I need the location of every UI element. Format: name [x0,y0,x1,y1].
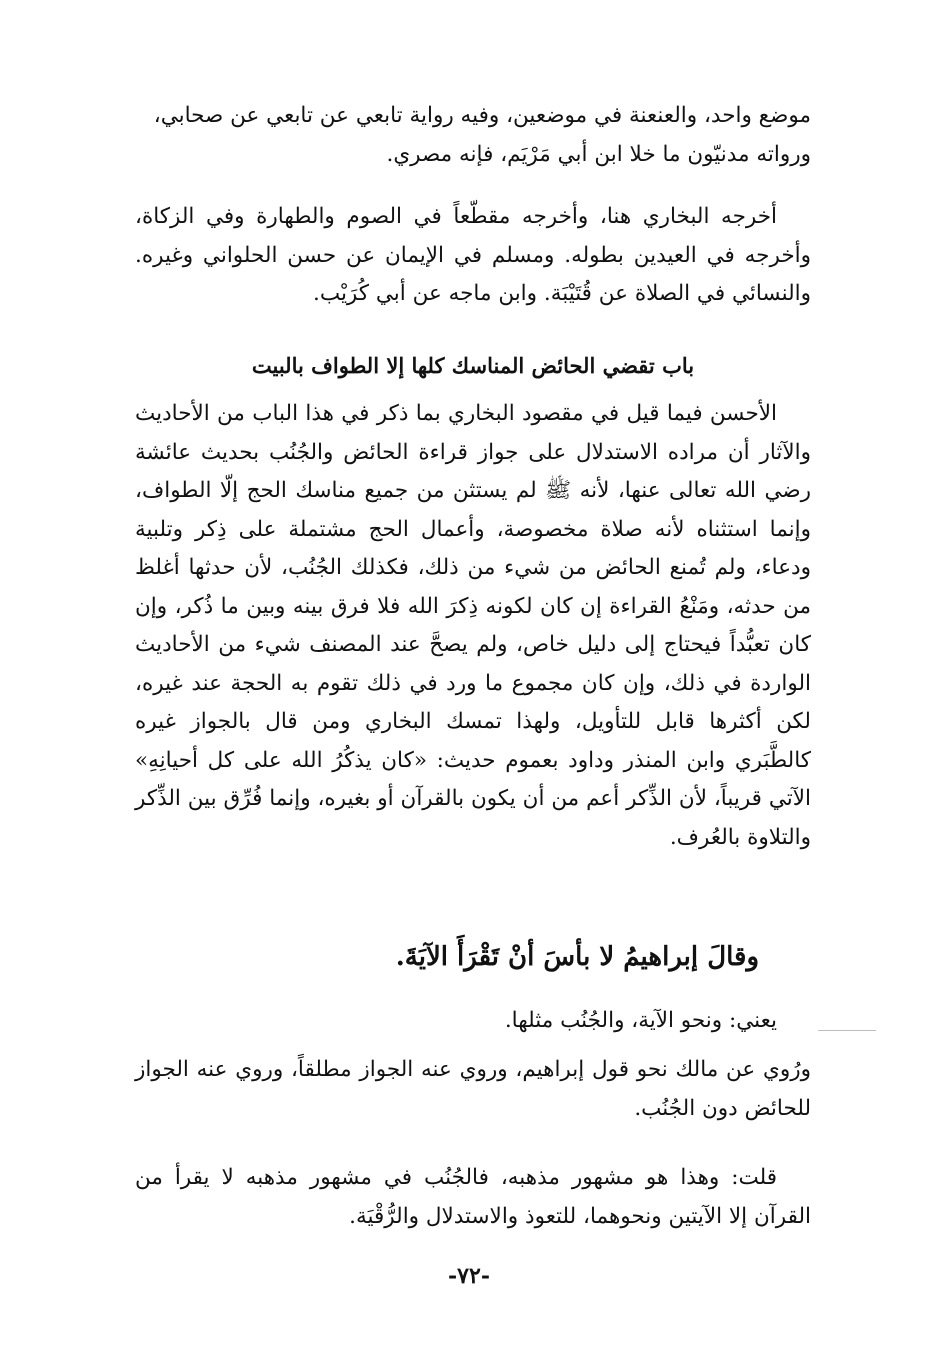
margin-mark [818,1030,876,1031]
paragraph-explanation [135,1002,811,1041]
paragraph-takhrij [135,198,811,314]
paragraph-commentary [135,395,811,857]
paragraph-text: يعني: ونحو الآية، والجُنُب مثلها. [504,1008,777,1033]
quoted-statement-heading: وقالَ إبراهيمُ لا بأسَ أنْ تَقْرَأَ الآيَةَ. [395,942,759,972]
chapter-heading: باب تقضي الحائض المناسك كلها إلا الطواف بالبيت [251,353,695,378]
paragraph-malik [135,1051,811,1128]
paragraph-text: ورُوي عن مالك نحو قول إبراهيم، وروي عنه الجواز مطلقاً، وروي عنه الجواز للحائض دون الجُنُب. [135,1057,811,1121]
paragraph-author-note [135,1159,811,1236]
page-number: -٧٢- [448,1263,490,1289]
paragraph-text: قلت: وهذا هو مشهور مذهبه، فالجُنُب في مشهور مذهبه لا يقرأ من القرآن إلا الآيتين ونحوهما، للتعوذ والاستدلال والرُّقْيَة. [135,1165,811,1229]
paragraph-text: الأحسن فيما قيل في مقصود البخاري بما ذكر في هذا الباب من الأحاديث والآثار أن مراده الاستدلال على جواز قراءة الحائض والجُنُب بحديث عائشة رضي الله تعالى عنها، لأنه ﷺ لم يستثن من جميع مناسك الحج إلّا الطواف، وإنما استثناه لأنه صلاة مخصوصة، وأعمال الحج مشتملة على ذِكر وتلبية ودعاء، ولم تُمنع الحائض من شيء من ذلك، فكذلك الجُنُب، لأن حدثها أغلظ من حدثه، ومَنْعُ القراءة إن كان لكونه ذِكرَ الله فلا فرق بينه وبين ما ذُكر، وإن كان تعبُّداً فيحتاج إلى دليل خاص، ولم يصحَّ عند المصنف شيء من الأحاديث الواردة في ذلك، وإن كان مجموع ما ورد في ذلك تقوم به الحجة عند غيره، لكن أكثرها قابل للتأويل، ولهذا تمسك البخاري ومن قال بالجواز غيره كالطَّبَري وابن المنذر وداود بعموم حديث: «كان يذكُرُ الله على كل أحيانِهِ» الآتي قريباً، لأن الذِّكر أعم من أن يكون بالقرآن أو بغيره، وإنما فُرِّق بين الذِّكر والتلاوة بالعُرف. [135,401,811,850]
paragraph-text: أخرجه البخاري هنا، وأخرجه مقطّعاً في الصوم والطهارة وفي الزكاة، وأخرجه في العيدين بطوله. ومسلم في الإيمان عن حسن الحلواني وغيره. والنسائي في الصلاة عن قُتَيْبَة. وابن ماجه عن أبي كُرَيْب. [135,204,811,306]
paragraph-text: موضع واحد، والعنعنة في موضعين، وفيه رواية تابعي عن تابعي عن صحابي، ورواته مدنيّون ما خلا ابن أبي مَرْيَم، فإنه مصري. [153,103,811,167]
paragraph-narrators [135,97,811,174]
